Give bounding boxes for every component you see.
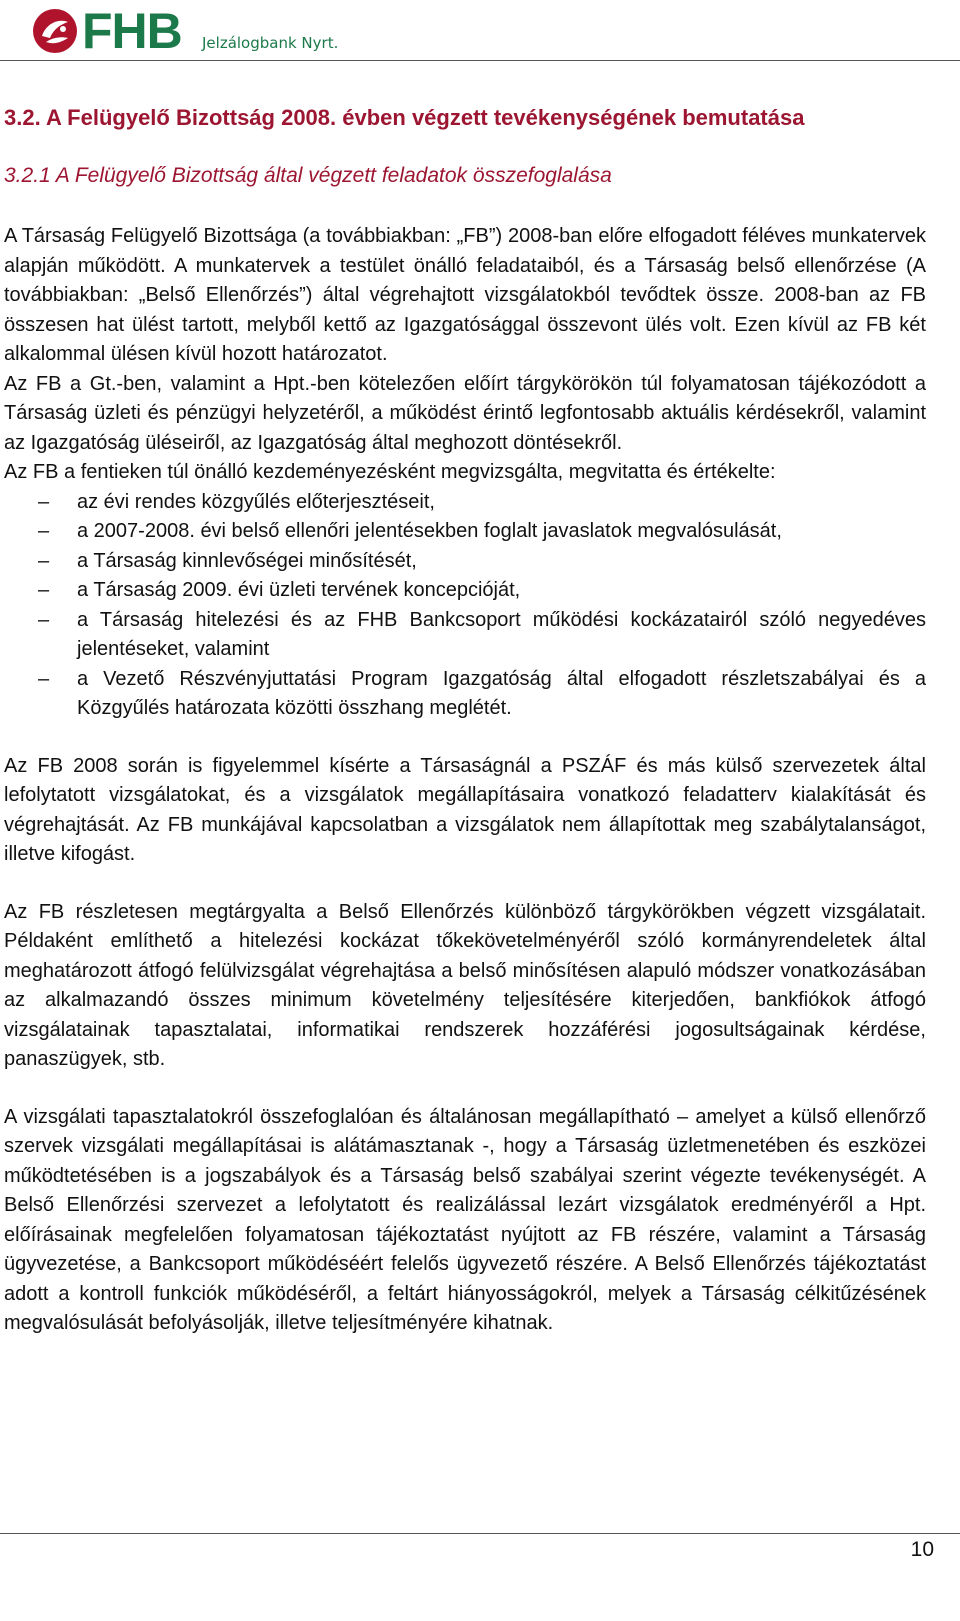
document-body bbox=[4, 100, 926, 1339]
paragraph: Az FB 2008 során is figyelemmel kísérte a Társaságnál a PSZÁF és más külső szervezetek által lefolytatott vizsgálatokat, és a vizsgálatok megállapításaira vonatkozó feladatterv kialakítását és végrehajtását. Az FB munkájával kapcsolatban a vizsgálatok nem állapítottak meg szabálytalanságot, illetve kifogást. bbox=[4, 754, 926, 865]
list-item: – a Vezető Részvényjuttatási Program Igazgatóság által elfogadott részletszabályai és a Közgyűlés határozata közötti összhang meglétét. bbox=[4, 665, 926, 724]
list-item: – a Társaság kinnlevőségei minősítését, bbox=[4, 547, 926, 577]
page-header bbox=[30, 3, 930, 59]
paragraph: A Társaság Felügyelő Bizottsága (a továbbiakban: „FB”) 2008-ban előre elfogadott féléves munkatervek alapján működött. A munkatervek a testület önálló feladataiból, és a Társaság belső ellenőrzése (A továbbiakban: „Belső Ellenőrzés”) által végrehajtott vizsgálatokból tevődtek össze. 2008-ban az FB összesen hat ülést tartott, melyből kettő az Igazgatósággal összevont ülés volt. Ezen kívül az FB két alkalommal ülésen kívül hozott határozatot. bbox=[4, 225, 926, 365]
list-item: – a Társaság hitelezési és az FHB Bankcsoport működési kockázatairól szóló negyedéves jelentéseket, valamint bbox=[4, 606, 926, 665]
paragraph: Az FB a Gt.-ben, valamint a Hpt.-ben kötelezően előírt tárgykörökön túl folyamatosan tájékozódott a Társaság üzleti és pénzügyi helyzetéről, a működést érintő legfontosabb aktuális kérdésekről, valamint az Igazgatóság üléseiről, az Igazgatóság által meghozott döntésekről. bbox=[4, 372, 926, 454]
list-item: – az évi rendes közgyűlés előterjesztéseit, bbox=[4, 488, 926, 518]
list-item: – a 2007-2008. évi belső ellenőri jelentésekben foglalt javaslatok megvalósulását, bbox=[4, 517, 926, 547]
section-title: 3.2. A Felügyelő Bizottság 2008. évben végzett tevékenységének bemutatása bbox=[4, 105, 805, 130]
logo-text: FHB bbox=[82, 3, 182, 59]
dash-list bbox=[4, 488, 926, 724]
fhb-logo-icon bbox=[32, 8, 78, 54]
paragraph: A vizsgálati tapasztalatokról összefoglalóan és általánosan megállapítható – amelyet a külső ellenőrző szervek vizsgálati megállapításai is alátámasztanak -, hogy a Társaság üzletmenetében és eszközei működtetésében is a jogszabályok és a Társaság belső szabályai szerint végezte tevékenységét. A Belső Ellenőrzési szervezet a lefolytatott és realizálással lezárt vizsgálatok eredményéről a Hpt. előírásainak megfelelően folyamatosan tájékoztatást nyújtott az FB részére, valamint a Társaság ügyvezetése, a Bankcsoport működéséért felelős ügyvezető részére. A Belső Ellenőrzés tájékoztatást adott a kontroll funkciók működéséről, a feltárt hiányosságokról, melyek a Társaság célkitűzésének megvalósulását befolyásolják, illetve teljesítményére kihatnak. bbox=[4, 1105, 926, 1334]
subsection-title: 3.2.1 A Felügyelő Bizottság által végzett feladatok összefoglalása bbox=[4, 164, 612, 187]
page-number: 10 bbox=[910, 1538, 934, 1561]
paragraph: Az FB a fentieken túl önálló kezdeményezésként megvizsgálta, megvitatta és értékelte: bbox=[4, 461, 776, 483]
logo-subtitle: Jelzálogbank Nyrt. bbox=[202, 34, 339, 52]
footer-divider bbox=[0, 1533, 960, 1534]
paragraph: Az FB részletesen megtárgyalta a Belső Ellenőrzés különböző tárgykörökben végzett vizsgálatait. Példaként említhető a hitelezési kockázat tőkekövetelményéről szóló kormányrendeletek által meghatározott átfogó felülvizsgálat végrehajtása a belső minősítésen alapuló módszer vonatkozásában az alkalmazandó összes minimum követelmény teljesítésére kiterjedően, bankfiókok átfogó vizsgálatainak tapasztalatai, informatikai rendszerek hozzáférési jogosultságainak kérdése, panaszügyek, stb. bbox=[4, 900, 926, 1070]
list-item: – a Társaság 2009. évi üzleti tervének koncepcióját, bbox=[4, 576, 926, 606]
header-divider bbox=[0, 60, 960, 61]
